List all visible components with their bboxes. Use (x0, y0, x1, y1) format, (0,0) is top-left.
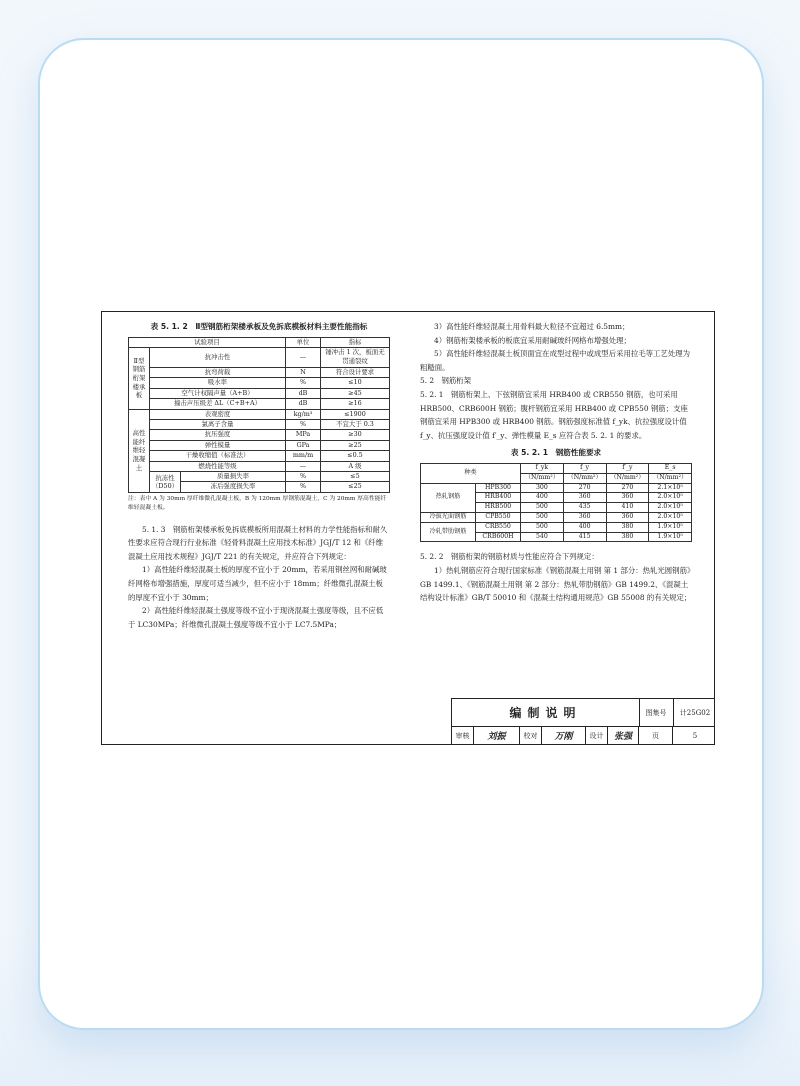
table-header-cell: 试验项目 (129, 337, 286, 347)
table-cell: 400 (521, 493, 564, 503)
table-cell: A 级 (321, 461, 390, 471)
check-label: 校对 (520, 726, 542, 745)
table-cell: dB (286, 388, 321, 398)
table-cell: 500 (521, 522, 564, 532)
right-column (420, 320, 692, 605)
table-cell: dB (286, 399, 321, 409)
group-label: 冷拔光面钢筋 (421, 512, 476, 522)
table-row (129, 419, 390, 429)
table-cell: 415 (563, 532, 606, 542)
table-row (129, 440, 390, 450)
table-cell: 吸水率 (150, 378, 286, 388)
table-cell: 弹性模量 (150, 440, 286, 450)
table-cell: 380 (606, 532, 649, 542)
clause-5-1-3: 5. 1. 3 钢筋桁架楼承板免拆底模板所用混凝土材料的力学性能指标和耐久性要求应符合现行行业标准《轻骨料混凝土应用技术标准》JGJ/T 12 和《纤维混凝土应用技术规程》JGJ/T 221 的有关规定，并应符合下列规定： (128, 524, 388, 561)
table-cell: 1.9×10⁵ (649, 522, 692, 532)
table-512 (128, 337, 390, 493)
table-cell: ≤5 (321, 472, 389, 482)
signature-row (452, 726, 715, 745)
table-row (129, 409, 390, 419)
table-cell: ≤10 (321, 378, 390, 388)
table-header-cell: （N/mm²） (563, 473, 606, 483)
clause-5-1-3-item-5: 5）高性能纤维轻混凝土板顶面宜在成型过程中或成型后采用拉毛等工艺处理为粗糙面。 (420, 349, 690, 372)
table-cell: % (286, 378, 321, 388)
title-block (451, 698, 715, 744)
table-cell: 540 (521, 532, 564, 542)
table-header-cell: E_s (649, 463, 692, 473)
clause-5-2-2: 5. 2. 2 钢筋桁架的钢筋材质与性能应符合下列规定： (420, 552, 599, 562)
table-header-cell: （N/mm²） (521, 473, 564, 483)
clause-5-1-3-item-1: 1）高性能纤维轻混凝土板的厚度不宜小于 20mm，若采用钢丝网和耐碱玻纤网格布增强措施，厚度可适当减少，但不应小于 18mm；纤维微孔混凝土板的厚度不宜小于 30mm； (128, 565, 387, 602)
table-521 (420, 463, 692, 542)
table-row (129, 451, 390, 461)
table-cell: 2.0×10⁵ (649, 503, 692, 513)
table-cell: 锤冲击 1 次，板面无贯通裂纹 (321, 347, 390, 367)
table-row (129, 388, 390, 398)
table-cell: 撞击声压级差 ΔL（C+B+A） (150, 399, 286, 409)
clause-5-2-2-item-1: 1）热轧钢筋应符合现行国家标准《钢筋混凝土用钢 第 1 部分：热轧光圆钢筋》GB 1499.1、《钢筋混凝土用钢 第 2 部分：热轧带肋钢筋》GB 1499.2、《混凝土结构设计标准》GB/T 50010 和《混凝土结构通用规范》GB 55008 的有关规定； (420, 565, 692, 603)
table-cell: ≥30 (321, 430, 390, 440)
frost-cell (150, 471, 286, 492)
clause-5-1-3-item-3: 3）高性能纤维轻混凝土用骨料最大粒径不宜超过 6.5mm； (434, 322, 630, 331)
table-cell: 抗弯荷载 (150, 367, 286, 377)
table-cell: — (286, 461, 321, 471)
table-row (129, 399, 390, 409)
table-cell: 500 (521, 503, 564, 513)
table-512-note: 注：表中 A 为 30mm 厚纤维微孔混凝土板，B 为 120mm 厚钢筋混凝土，C 为 20mm 厚高性能纤维轻混凝土板。 (128, 495, 387, 511)
page-number: 5 (692, 731, 698, 740)
table-cell: 空气计权隔声量（A+B） (150, 388, 286, 398)
clause-5-1-3-item-2: 2）高性能纤维轻混凝土强度等级不宜小于现浇混凝土强度等级，且不应低于 LC30MPa；纤维微孔混凝土强度等级不宜小于 LC7.5MPa； (128, 606, 384, 629)
table-row (421, 483, 692, 493)
table-cell: kg/m³ (286, 409, 321, 419)
table-cell: CRB550 (476, 522, 521, 532)
table-header-cell: f_y (563, 463, 606, 473)
table-cell: ≤25 (348, 482, 362, 491)
review-signature: 刘振 (474, 726, 520, 745)
table-cell: 氯离子含量 (150, 419, 286, 429)
table-row (129, 378, 390, 388)
table-cell: 300 (521, 483, 564, 493)
table-cell: 2.1×10⁵ (649, 483, 692, 493)
table-cell: ≤1900 (321, 409, 390, 419)
table-cell: GPa (286, 440, 321, 450)
table-row (129, 337, 390, 347)
table-row (421, 522, 692, 532)
table-header-cell: 种类 (421, 463, 521, 483)
table-row (129, 461, 390, 471)
table-cell: % (299, 482, 307, 491)
table-cell: 冻后强度损失率 (181, 482, 285, 492)
frost-value-cell (321, 471, 390, 492)
table-row (421, 512, 692, 522)
section-5-2-heading: 5. 2 钢筋桁架 (420, 376, 472, 386)
table-cell: 270 (563, 483, 606, 493)
clause-5-2-1: 5. 2. 1 钢筋桁架上、下弦钢筋宜采用 HRB400 或 CRB550 钢筋，也可采用 HRB500、CRB600H 钢筋；腹杆钢筋宜采用 HRB400 或 CPB550 钢筋；支座钢筋宜采用 HPB300 或 HRB400 钢筋。钢筋强度标准值 f_yk、抗拉强度设计值 f_y、抗压强度设计值 f′_y、弹性模量 E_s 应符合表 5. 2. 1 的要求。 (420, 389, 688, 440)
table-cell: 500 (521, 512, 564, 522)
group-label: 热轧钢筋 (421, 483, 476, 512)
page-label: 页 (639, 726, 673, 745)
table-header-cell: 单位 (286, 337, 321, 347)
table-row (421, 463, 692, 473)
table-cell: 表观密度 (150, 409, 286, 419)
drawing-sheet (101, 311, 715, 745)
table-cell: 不宜大于 0.3 (321, 419, 390, 429)
table-cell: 抗压强度 (150, 430, 286, 440)
table-cell: MPa (286, 430, 321, 440)
table-cell: % (286, 419, 321, 429)
table-cell: 2.0×10⁵ (649, 493, 692, 503)
table-cell: HRB400 (476, 493, 521, 503)
table-cell: 410 (606, 503, 649, 513)
table-cell: ≥45 (321, 388, 390, 398)
group-label: Ⅱ型钢筋桁架楼承板 (129, 347, 150, 409)
group-label: 冷轧带肋钢筋 (421, 522, 476, 542)
table-cell: 干燥收缩值（标准法） (150, 451, 286, 461)
frost-subtable (150, 472, 285, 492)
table-cell: mm/m (286, 451, 321, 461)
table-header-cell: f_yk (521, 463, 564, 473)
design-label: 设计 (586, 726, 608, 745)
table-cell: 360 (606, 493, 649, 503)
table-row (129, 471, 390, 492)
atlas-number-label: 图集号 (639, 699, 674, 727)
atlas-number-value: 计25G02 (673, 699, 715, 727)
frost-label: 抗冻性（D50） (150, 472, 181, 492)
table-cell: 符合设计要求 (321, 367, 390, 377)
table-cell: 435 (563, 503, 606, 513)
table-row (129, 367, 390, 377)
table-header-cell: （N/mm²） (649, 473, 692, 483)
table-header-cell: f′_y (606, 463, 649, 473)
table-cell: ≥16 (321, 399, 390, 409)
table-cell: HRB500 (476, 503, 521, 513)
table-cell: 270 (606, 483, 649, 493)
table-cell: % (286, 472, 320, 482)
table-cell: 360 (563, 512, 606, 522)
table-header-cell: （N/mm²） (606, 473, 649, 483)
table-cell: HPB300 (476, 483, 521, 493)
table-cell: 360 (606, 512, 649, 522)
table-cell: CPB550 (476, 512, 521, 522)
table-cell: ≤0.5 (321, 451, 390, 461)
table-header-cell: 指标 (321, 337, 390, 347)
drawing-title: 编制说明 (452, 699, 640, 727)
design-signature: 张强 (608, 726, 639, 745)
left-column (128, 320, 390, 631)
table-cell: 2.0×10⁵ (649, 512, 692, 522)
table-cell: 380 (606, 522, 649, 532)
clause-5-1-3-item-4: 4）钢筋桁架楼承板的板底宜采用耐碱玻纤网格布增强处理； (434, 335, 631, 345)
table-cell: 400 (563, 522, 606, 532)
table-cell: CRB600H (476, 532, 521, 542)
table-cell: ≥25 (321, 440, 390, 450)
table-cell: 质量损失率 (181, 472, 285, 482)
table-cell: 1.9×10⁵ (649, 532, 692, 542)
check-signature: 万刚 (542, 726, 586, 745)
table-521-title: 表 5. 2. 1 钢筋性能要求 (510, 448, 602, 458)
table-cell: — (286, 347, 321, 367)
table-row (129, 430, 390, 440)
group-label: 高性能纤维轻混凝土 (129, 409, 150, 492)
table-cell: N (286, 367, 321, 377)
table-cell: 燃烧性能等级 (150, 461, 286, 471)
table-512-title: 表 5. 1. 2 Ⅱ型钢筋桁架楼承板及免拆底模板材料主要性能指标 (150, 322, 368, 331)
table-cell: 抗冲击性 (150, 347, 286, 367)
frost-unit-cell (286, 471, 321, 492)
review-label: 审核 (452, 726, 474, 745)
table-row (129, 347, 390, 367)
table-cell: 360 (563, 493, 606, 503)
